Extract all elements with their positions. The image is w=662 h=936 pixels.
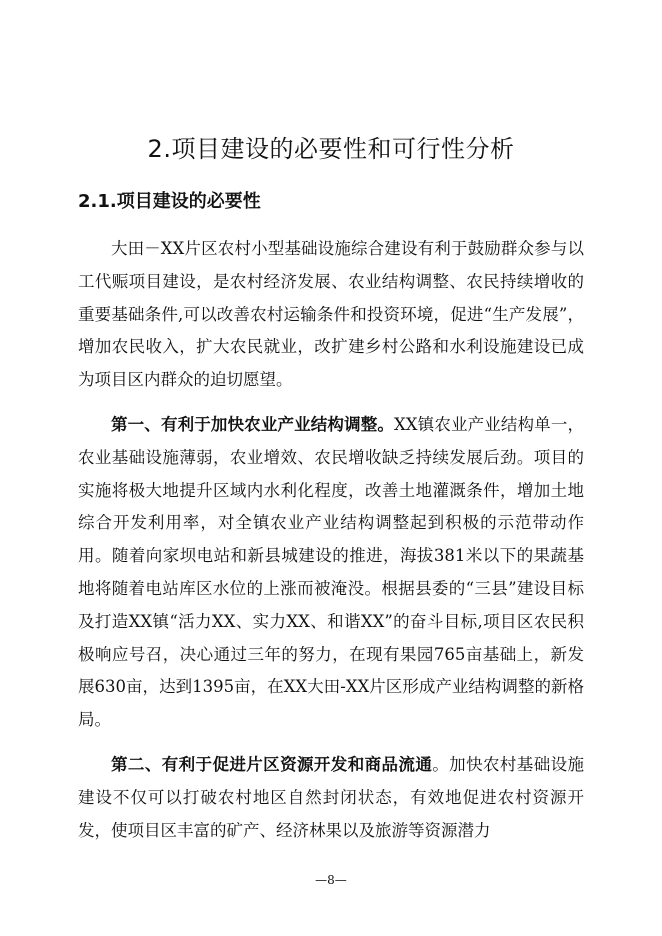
paragraph-3 (78, 749, 584, 847)
paragraph-2-lead: 第一、有利于加快农业产业结构调整。 (111, 415, 395, 434)
page-title: 2.项目建设的必要性和可行性分析 (147, 135, 515, 163)
page-number: —8— (315, 873, 347, 887)
paragraph-1 (78, 233, 584, 397)
section-heading: 2.1.项目建设的必要性 (78, 191, 261, 212)
paragraph-2 (78, 409, 584, 737)
paragraph-3-lead: 第二、有利于促进片区资源开发和商品流通 (111, 755, 433, 774)
paragraph-3-text: 。加快农村基础设施建设不仅可以打破农村地区自然封闭状态，有效地促进农村资源开发，使项目区丰富的矿产、经济林果以及旅游等资源潜力 (78, 755, 585, 840)
paragraph-2-text: XX镇农业产业结构单一，农业基础设施薄弱，农业增效、农民增收缺乏持续发展后劲。项目的实施将极大地提升区域内水利化程度，改善土地灌溉条件，增加土地综合开发利用率，对全镇农业产业结构调整起到积极的示范带动作用。随着向家坝电站和新县城建设的推进，海拔381米以下的果蔬基地将随着电站库区水位的上涨而被淹没。根据县委的“三县”建设目标及打造XX镇“活力XX、实力XX、和谐XX”的奋斗目标,项目区农民积极响应号召，决心通过三年的努力，在现有果园765亩基础上，新发展630亩，达到1395亩，在XX大田-XX片区形成产业结构调整的新格局。 (78, 415, 585, 730)
paragraph-1-text: 大田－XX片区农村小型基础设施综合建设有利于鼓励群众参与以工代赈项目建设，是农村经济发展、农业结构调整、农民持续增收的重要基础条件,可以改善农村运输条件和投资环境，促进“生产发展”，增加农民收入，扩大农民就业，改扩建乡村公路和水利设施建设已成为项目区内群众的迫切愿望。 (78, 239, 584, 390)
